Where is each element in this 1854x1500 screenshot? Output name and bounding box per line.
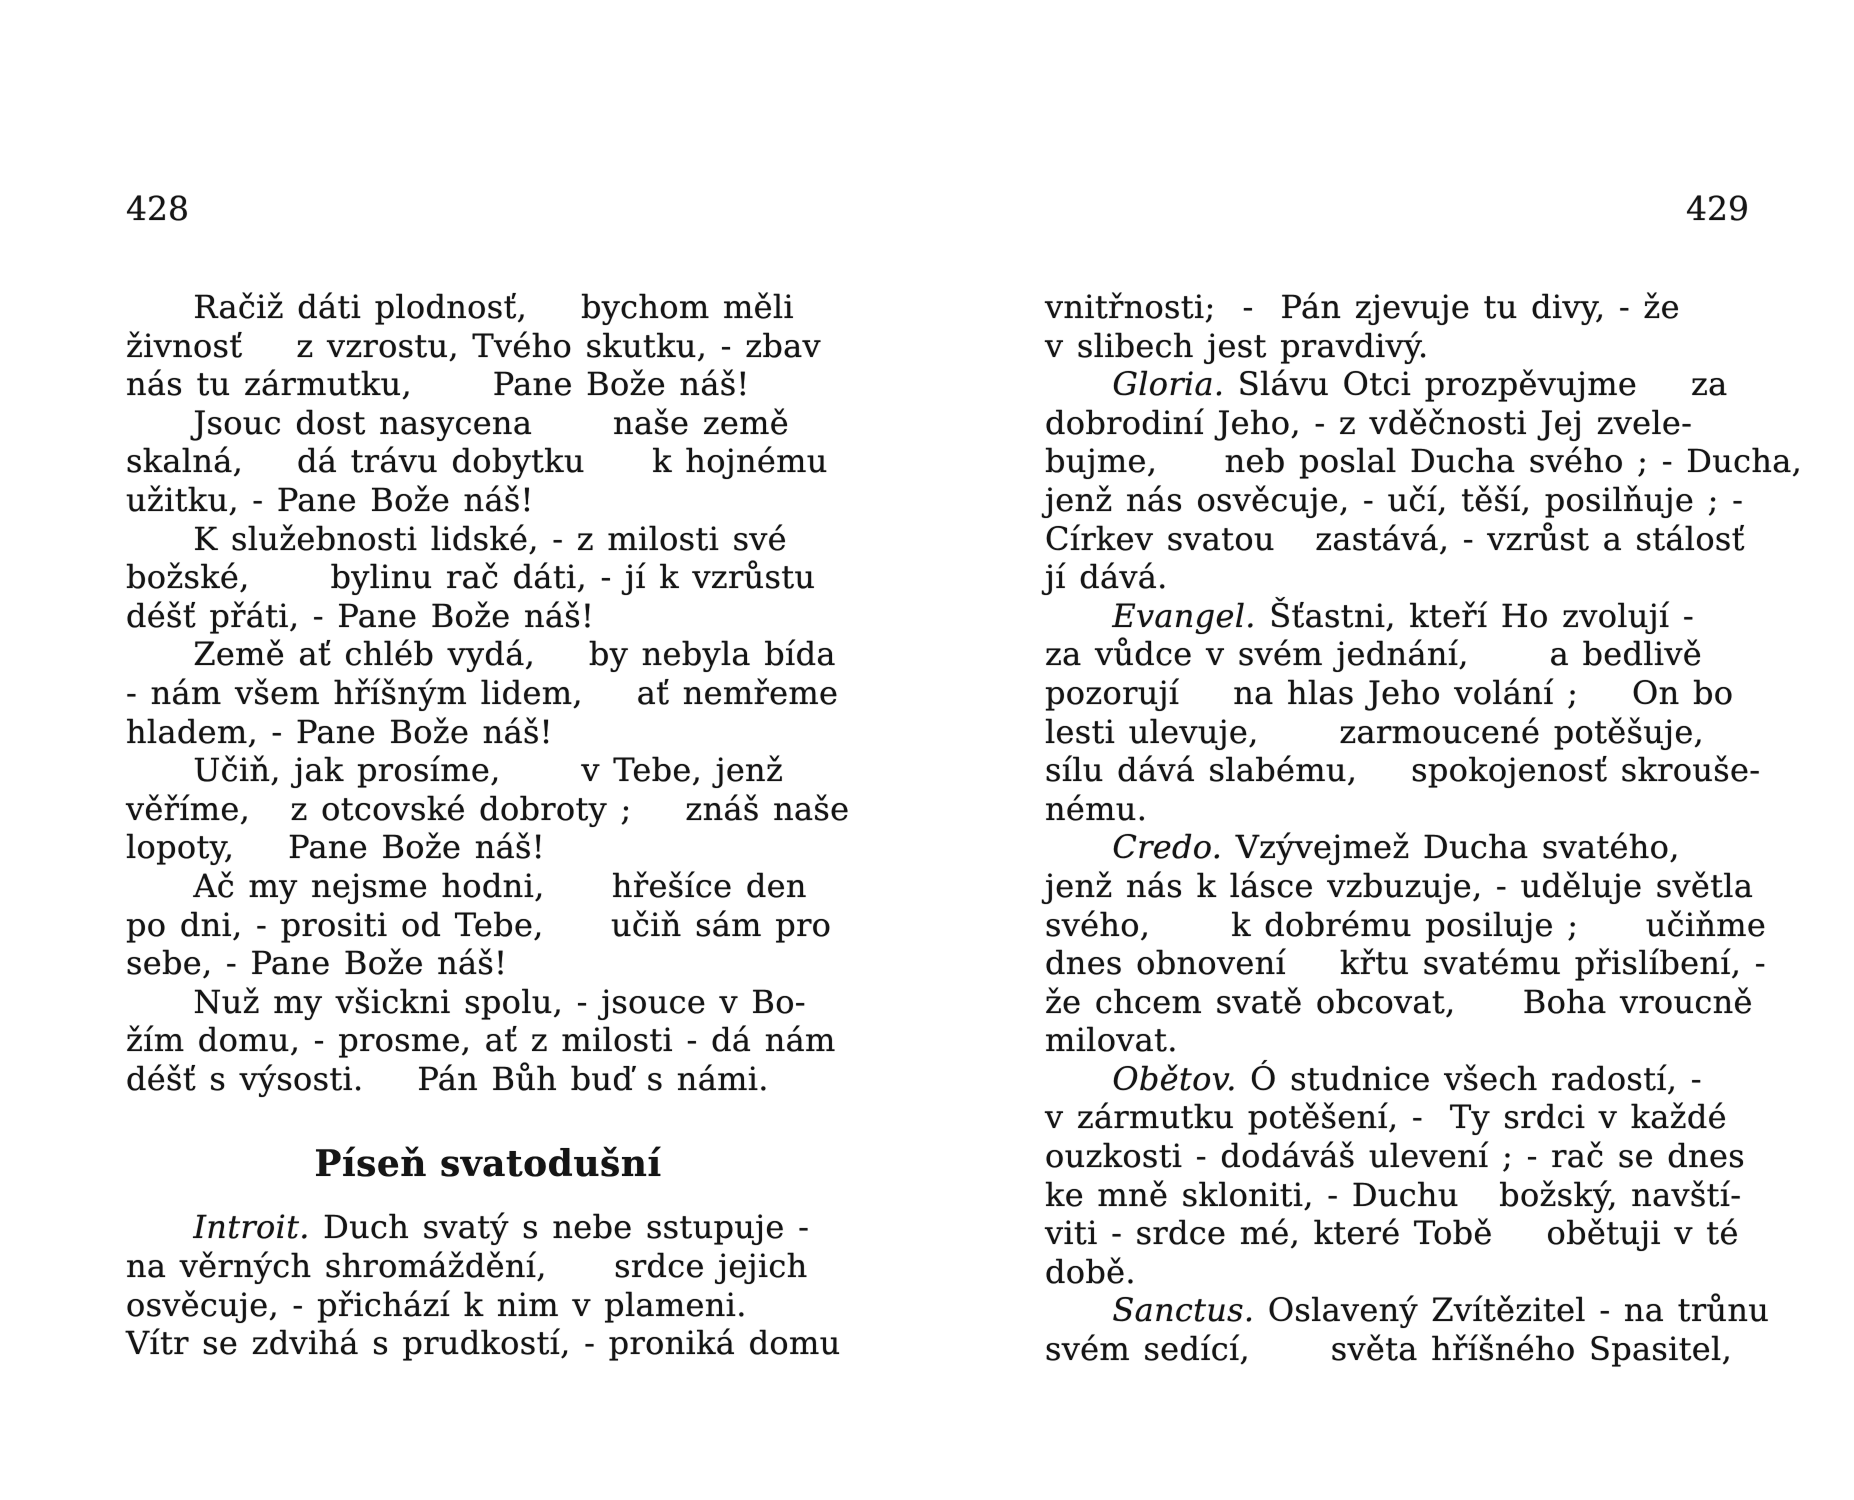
line-text: - nám všem hříšným lidem, ať nemřeme (126, 673, 839, 712)
text-line (126, 1286, 850, 1325)
text-line (126, 520, 850, 559)
text-line (1045, 558, 1769, 597)
text-line (1045, 1291, 1769, 1330)
line-text: svého, k dobrému posiluje ; učiňme (1045, 905, 1767, 944)
text-line (1045, 635, 1769, 674)
text-line (126, 867, 850, 906)
text-line (126, 828, 850, 867)
text-line (1045, 828, 1769, 867)
text-line (1045, 1137, 1769, 1176)
text-line (126, 1021, 850, 1060)
liturgy-text-block (1045, 288, 1803, 1369)
line-text: v zármutku potěšení, - Ty srdci v každé (1045, 1098, 1727, 1137)
line-text: užitku, - Pane Bože náš! (126, 480, 534, 519)
line-text: K služebnosti lidské, - z milosti své (126, 519, 787, 558)
liturgical-term: Gloria. (1045, 365, 1225, 404)
text-line (1045, 1176, 1769, 1215)
text-line (1045, 1214, 1769, 1253)
line-text: jí dává. (1045, 558, 1168, 597)
line-text: živnosť z vzrostu, Tvého skutku, - zbav (126, 326, 821, 365)
liturgical-term: Evangel. (1045, 596, 1256, 635)
text-line (1045, 1330, 1769, 1369)
line-text: bujme, neb poslal Ducha svého ; - Ducha, (1045, 442, 1803, 481)
text-line (126, 442, 850, 481)
line-text: Církev svatou zastává, - vzrůst a stálosť (1045, 519, 1745, 558)
text-line (126, 944, 850, 983)
line-text: pozorují na hlas Jeho volání ; On bo (1045, 673, 1734, 712)
line-text: Račiž dáti plodnosť, bychom měli (126, 288, 794, 326)
text-line (1045, 327, 1769, 366)
line-text: vnitřnosti; - Pán zjevuje tu divy, - že (1045, 288, 1680, 326)
text-line (1045, 713, 1769, 752)
liturgical-term: Obětov. (1045, 1059, 1237, 1098)
line-text: nás tu zármutku, Pane Bože náš! (126, 365, 750, 404)
line-text: v slibech jest pravdivý. (1045, 326, 1429, 365)
line-text: skalná, dá trávu dobytku k hojnému (126, 442, 828, 481)
hymn-text-block (126, 288, 850, 1098)
text-line (1045, 983, 1769, 1022)
line-text: sebe, - Pane Bože náš! (126, 944, 508, 983)
line-text: Duch svatý s nebe sstupuje - (309, 1208, 810, 1247)
line-text: Vzývejmež Ducha svatého, (1222, 828, 1680, 867)
text-line (126, 327, 850, 366)
text-line (126, 790, 850, 829)
line-text: déšť přáti, - Pane Bože náš! (126, 596, 595, 635)
text-line (1045, 404, 1769, 443)
line-text: svém sedící, světa hříšného Spasitel, (1045, 1330, 1733, 1369)
line-text: Učiň, jak prosíme, v Tebe, jenž (126, 751, 784, 790)
text-line (126, 558, 850, 597)
text-line (1045, 1021, 1769, 1060)
line-text: Oslavený Zvítězitel - na trůnu (1254, 1291, 1770, 1330)
line-text: hladem, - Pane Bože náš! (126, 712, 553, 751)
line-text: Jsouc dost nasycena naše země (126, 403, 790, 442)
line-text: jenž nás k lásce vzbuzuje, - uděluje světla (1045, 866, 1754, 905)
text-line (1045, 790, 1769, 829)
line-text: milovat. (1045, 1021, 1178, 1060)
line-text: Ač my nejsme hodni, hřešíce den (126, 866, 807, 905)
text-line (1045, 751, 1769, 790)
text-line (126, 983, 850, 1022)
text-line (1045, 1060, 1769, 1099)
page-number-left: 428 (126, 189, 189, 228)
text-line (126, 635, 850, 674)
text-line (1045, 288, 1769, 327)
line-text: lesti ulevuje, zarmoucené potěšuje, (1045, 712, 1705, 751)
text-line (1045, 674, 1769, 713)
text-line (126, 404, 850, 443)
line-text: déšť s výsosti. Pán Bůh buď s námi. (126, 1059, 769, 1098)
text-line (1045, 944, 1769, 983)
text-line (1045, 365, 1769, 404)
line-text: osvěcuje, - přichází k nim v plameni. (126, 1285, 747, 1324)
line-text: Nuž my všickni spolu, - jsouce v Bo- (126, 982, 806, 1021)
text-line (1045, 1253, 1769, 1292)
text-line (126, 1060, 850, 1099)
text-line (126, 751, 850, 790)
text-line (1045, 867, 1769, 906)
text-line (126, 481, 850, 520)
text-line (126, 713, 850, 752)
introit-paragraph-block (126, 1208, 850, 1362)
line-text: na věrných shromáždění, srdce jejich (126, 1247, 808, 1286)
line-text: za vůdce v svém jednání, a bedlivě (1045, 635, 1702, 674)
text-line (126, 906, 850, 945)
text-line (126, 365, 850, 404)
line-text: jenž nás osvěcuje, - učí, těší, posilňuje ; - (1045, 480, 1744, 519)
text-line (1045, 906, 1769, 945)
line-text: viti - srdce mé, které Tobě obětuji v té (1045, 1214, 1739, 1253)
text-line (126, 1247, 850, 1286)
line-text: ouzkosti - dodáváš ulevení ; - rač se dnes (1045, 1137, 1745, 1176)
line-text: Ó studnice všech radostí, - (1236, 1059, 1702, 1098)
line-text: době. (1045, 1252, 1136, 1291)
line-text: Země ať chléb vydá, by nebyla bída (126, 635, 836, 674)
liturgical-term: Credo. (1045, 828, 1223, 867)
line-text: sílu dává slabému, spokojenosť skrouše- (1045, 751, 1761, 790)
line-text: Vítr se zdvihá s prudkostí, - proniká domu (126, 1324, 841, 1363)
line-text: ke mně skloniti, - Duchu božský, navští- (1045, 1175, 1742, 1214)
line-text: po dni, - prositi od Tebe, učiň sám pro (126, 905, 832, 944)
text-line (1045, 1098, 1769, 1137)
text-line (126, 1208, 850, 1247)
text-line (126, 597, 850, 636)
line-text: že chcem svatě obcovat, Boha vroucně (1045, 982, 1753, 1021)
text-line (126, 1324, 850, 1363)
section-heading: Píseň svatodušní (314, 1143, 662, 1186)
text-line (126, 674, 850, 713)
line-text: věříme, z otcovské dobroty ; znáš naše (126, 789, 850, 828)
text-line (1045, 597, 1769, 636)
text-line (126, 288, 850, 327)
liturgical-term: Sanctus. (1045, 1291, 1255, 1330)
text-line (1045, 442, 1803, 481)
line-text: žím domu, - prosme, ať z milosti - dá nám (126, 1021, 836, 1060)
line-text: božské, bylinu rač dáti, - jí k vzrůstu (126, 558, 816, 597)
line-text: dnes obnovení křtu svatému přislíbení, - (1045, 944, 1766, 983)
line-text: nému. (1045, 789, 1148, 828)
text-line (1045, 520, 1769, 559)
liturgical-term: Introit. (126, 1208, 310, 1247)
line-text: dobrodiní Jeho, - z vděčnosti Jej zvele- (1045, 403, 1693, 442)
page-number-right: 429 (1686, 189, 1749, 228)
line-text: Šťastni, kteří Ho zvolují - (1255, 596, 1695, 635)
right-page-text-column (1045, 288, 1803, 1369)
line-text: lopoty, Pane Bože náš! (126, 828, 545, 867)
text-line (1045, 481, 1769, 520)
line-text: Slávu Otci prozpěvujme za (1224, 365, 1728, 404)
left-page-text-column (126, 288, 850, 1363)
